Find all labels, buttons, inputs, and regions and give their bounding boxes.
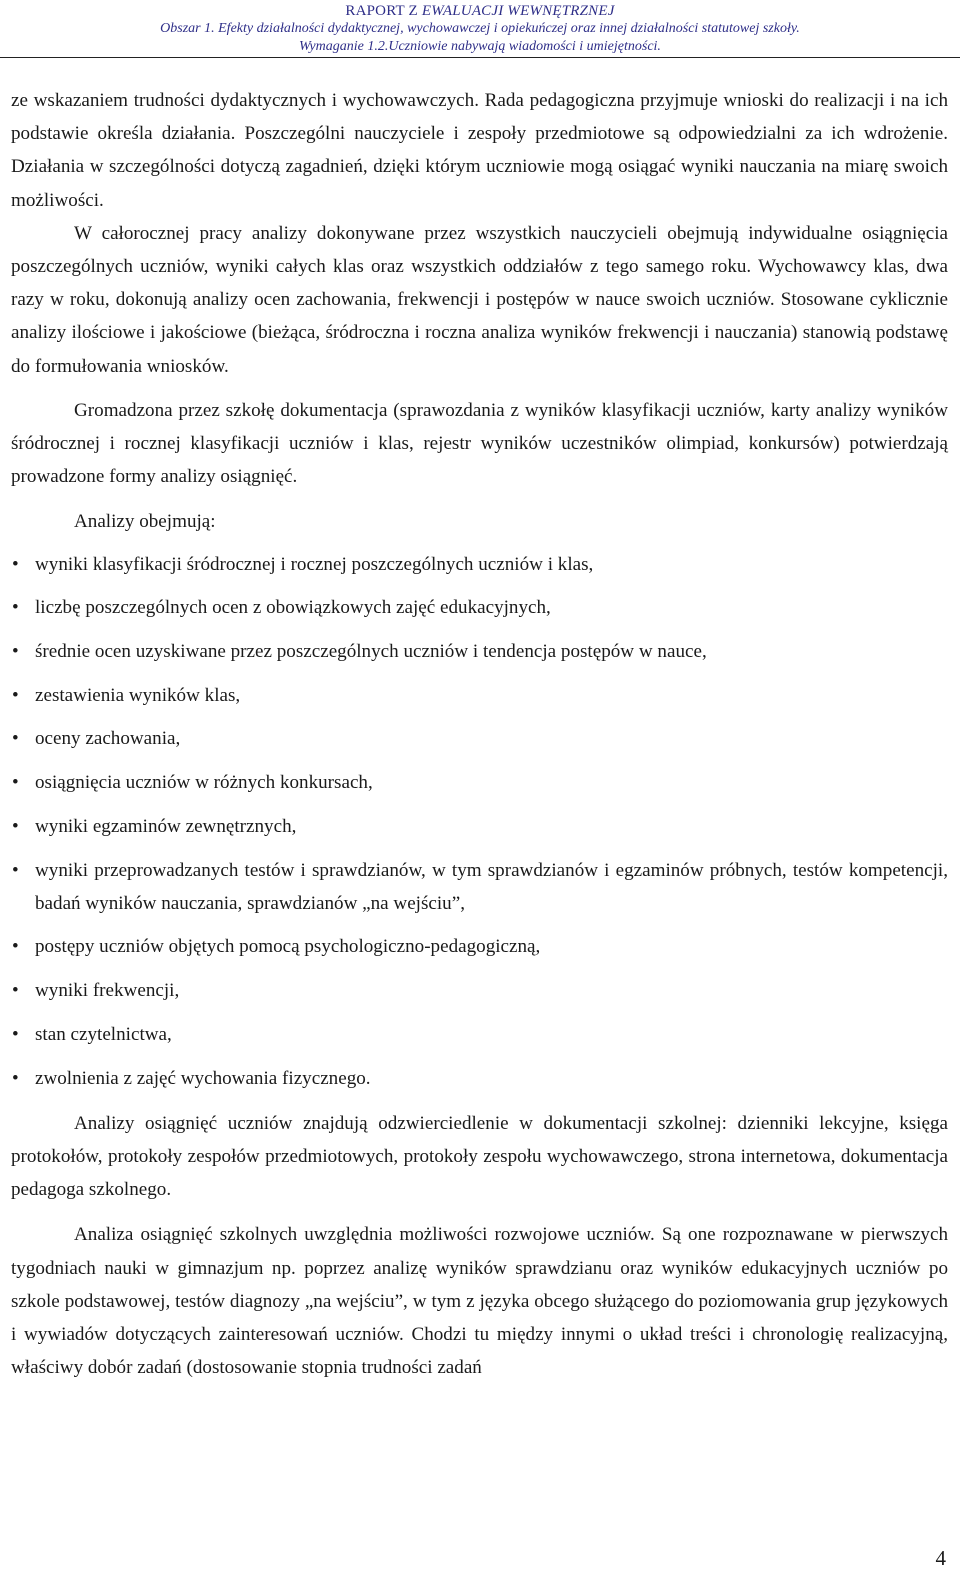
analysis-list: [11, 548, 948, 1095]
list-item: • osiągnięcia uczniów w różnych konkursach,: [11, 766, 948, 799]
list-item: • wyniki klasyfikacji śródrocznej i rocznej poszczególnych uczniów i klas,: [11, 548, 948, 581]
paragraph-continuation: ze wskazaniem trudności dydaktycznych i wychowawczych. Rada pedagogiczna przyjmuje wnioski do realizacji i na ich podstawie określa działania. Poszczególni nauczyciele i zespoły przedmiotowe są odpowiedzialni za ich wdrożenie. Działania w szczególności dotyczą zagadnień, dzięki którym uczniowie mogą osiągać wyniki nauczania na miarę swoich możliwości.: [11, 90, 948, 211]
list-item: • wyniki frekwencji,: [11, 974, 948, 1007]
paragraph-analysis-reflection: Analizy osiągnięć uczniów znajdują odzwierciedlenie w dokumentacji szkolnej: dzienniki lekcyjne, księga protokołów, protokoły zespołów przedmiotowych, protokoły zespołu wychowawczego, strona internetowa, dokumentacja pedagoga szkolnego.: [11, 1112, 948, 1201]
header-divider: [0, 57, 960, 58]
area-title: Obszar 1. Efekty działalności dydaktycznej, wychowawczej i opiekuńczej oraz innej działalności statutowej szkoły.: [160, 21, 800, 36]
page-header: [0, 3, 960, 56]
list-item: • wyniki przeprowadzanych testów i sprawdzianów, w tym sprawdzianów i egzaminów próbnych, testów kompetencji, badań wyników nauczania, sprawdzianów „na wejściu”,: [11, 854, 948, 920]
list-item: • postępy uczniów objętych pomocą psychologiczno-pedagogiczną,: [11, 930, 948, 963]
list-item: • wyniki egzaminów zewnętrznych,: [11, 810, 948, 843]
list-item: • oceny zachowania,: [11, 722, 948, 755]
document-body: [11, 84, 948, 1384]
list-item: • stan czytelnictwa,: [11, 1018, 948, 1051]
requirement-title: Wymaganie 1.2.Uczniowie nabywają wiadomości i umiejętności.: [299, 39, 661, 54]
report-title: RAPORT Z EWALUACJI WEWNĘTRZNEJ: [345, 3, 615, 19]
list-item: • zestawienia wyników klas,: [11, 679, 948, 712]
list-intro: Analizy obejmują:: [74, 511, 216, 533]
list-item: • zwolnienia z zajęć wychowania fizycznego.: [11, 1062, 948, 1095]
paragraph-documentation: Gromadzona przez szkołę dokumentacja (sprawozdania z wyników klasyfikacji uczniów, karty analizy wyników śródrocznej i rocznej klasyfikacji uczniów i klas, rejestr wyników uczestników olimpiad, konkursów) potwierdzają prowadzone formy analizy osiągnięć.: [11, 399, 948, 488]
list-item: • średnie ocen uzyskiwane przez poszczególnych uczniów i tendencja postępów w nauce,: [11, 635, 948, 668]
paragraph-annual-analysis: W całorocznej pracy analizy dokonywane przez wszystkich nauczycieli obejmują indywidualne osiągnięcia poszczególnych uczniów, wyniki całych klas oraz wszystkich oddziałów z tego samego roku. Wychowawcy klas, dwa razy w roku, dokonują analizy ocen zachowania, frekwencji i postępów w nauce swoich uczniów. Stosowane cyklicznie analizy ilościowe i jakościowe (bieżąca, śródroczna i roczna analiza wyników frekwencji i nauczania) stanowią podstawę do formułowania wniosków.: [11, 222, 948, 377]
page-number: 4: [935, 1546, 946, 1570]
paragraph-development-potential: Analiza osiągnięć szkolnych uwzględnia możliwości rozwojowe uczniów. Są one rozpoznawane w pierwszych tygodniach nauki w gimnazjum np. poprzez analizę wyników sprawdzianu oraz wyników edukacyjnych uczniów po szkole podstawowej, testów diagnozy „na wejściu”, w tym z języka obcego służącego do poziomowania grup językowych i wywiadów dotyczących zainteresowań uczniów. Chodzi tu między innymi o układ treści i chronologię realizacyjną, właściwy dobór zadań (dostosowanie stopnia trudności zadań: [11, 1224, 948, 1379]
list-item: • liczbę poszczególnych ocen z obowiązkowych zajęć edukacyjnych,: [11, 591, 948, 624]
